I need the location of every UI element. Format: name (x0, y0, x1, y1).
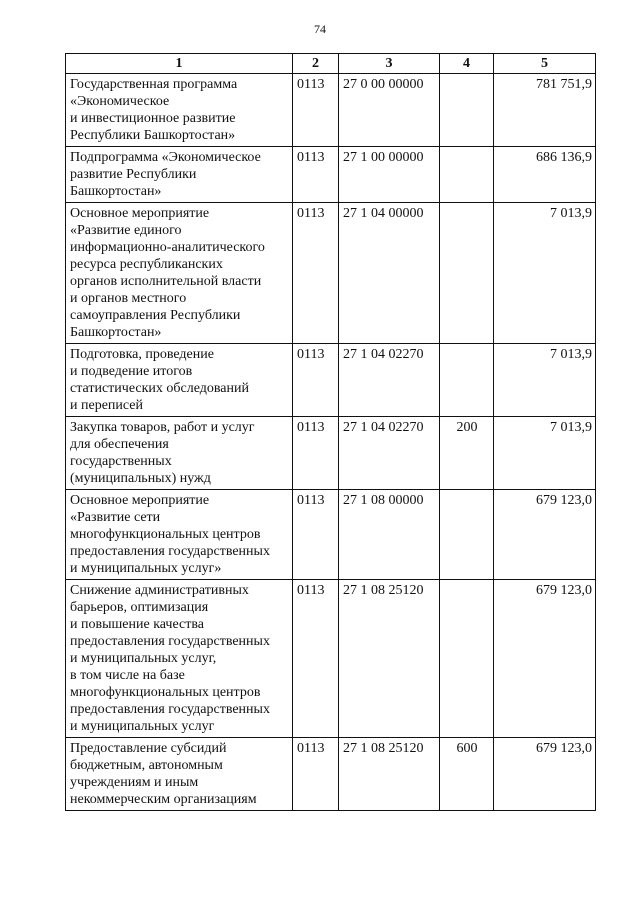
row-amount: 679 123,0 (494, 580, 596, 738)
row-name: Снижение административных барьеров, оптимизация и повышение качества предоставления государственных и муниципальных услуг, в том числе на базе многофункциональных центров предоставления государственных и муниципальных услуг (66, 580, 293, 738)
row-expense-kind: 600 (440, 738, 494, 811)
table-row (66, 738, 596, 811)
row-target-code: 27 1 08 25120 (339, 738, 440, 811)
row-target-code: 27 1 08 25120 (339, 580, 440, 738)
row-amount: 679 123,0 (494, 490, 596, 580)
table-row (66, 490, 596, 580)
row-section-code: 0113 (293, 344, 339, 417)
row-name: Основное мероприятие «Развитие единого информационно-аналитического ресурса республиканских органов исполнительной власти и органов местного самоуправления Республики Башкортостан» (66, 203, 293, 344)
row-amount: 686 136,9 (494, 147, 596, 203)
table-row (66, 417, 596, 490)
row-name: Основное мероприятие «Развитие сети многофункциональных центров предоставления государственных и муниципальных услуг» (66, 490, 293, 580)
row-name: Предоставление субсидий бюджетным, автономным учреждениям и иным некоммерческим организациям (66, 738, 293, 811)
row-amount: 7 013,9 (494, 417, 596, 490)
row-section-code: 0113 (293, 580, 339, 738)
row-expense-kind (440, 74, 494, 147)
row-target-code: 27 1 04 02270 (339, 344, 440, 417)
row-section-code: 0113 (293, 74, 339, 147)
row-expense-kind: 200 (440, 417, 494, 490)
row-name: Закупка товаров, работ и услуг для обеспечения государственных (муниципальных) нужд (66, 417, 293, 490)
header-row (66, 54, 596, 74)
row-section-code: 0113 (293, 417, 339, 490)
column-header-4: 4 (440, 54, 494, 74)
row-amount: 679 123,0 (494, 738, 596, 811)
row-amount: 7 013,9 (494, 344, 596, 417)
column-header-2: 2 (293, 54, 339, 74)
column-header-3: 3 (339, 54, 440, 74)
table-row (66, 74, 596, 147)
row-target-code: 27 0 00 00000 (339, 74, 440, 147)
row-name: Подготовка, проведение и подведение итогов статистических обследований и переписей (66, 344, 293, 417)
row-expense-kind (440, 147, 494, 203)
row-expense-kind (440, 490, 494, 580)
column-header-1: 1 (66, 54, 293, 74)
row-target-code: 27 1 00 00000 (339, 147, 440, 203)
page-number: 74 (314, 22, 326, 36)
row-section-code: 0113 (293, 490, 339, 580)
row-amount: 781 751,9 (494, 74, 596, 147)
table-row (66, 203, 596, 344)
column-header-5: 5 (494, 54, 596, 74)
table-row (66, 147, 596, 203)
row-target-code: 27 1 08 00000 (339, 490, 440, 580)
row-name: Государственная программа «Экономическое и инвестиционное развитие Республики Башкортостан» (66, 74, 293, 147)
row-section-code: 0113 (293, 147, 339, 203)
row-target-code: 27 1 04 00000 (339, 203, 440, 344)
row-amount: 7 013,9 (494, 203, 596, 344)
row-name: Подпрограмма «Экономическое развитие Республики Башкортостан» (66, 147, 293, 203)
budget-table (65, 53, 596, 811)
table-row (66, 344, 596, 417)
row-section-code: 0113 (293, 203, 339, 344)
row-expense-kind (440, 344, 494, 417)
row-target-code: 27 1 04 02270 (339, 417, 440, 490)
row-section-code: 0113 (293, 738, 339, 811)
row-expense-kind (440, 203, 494, 344)
table-row (66, 580, 596, 738)
row-expense-kind (440, 580, 494, 738)
